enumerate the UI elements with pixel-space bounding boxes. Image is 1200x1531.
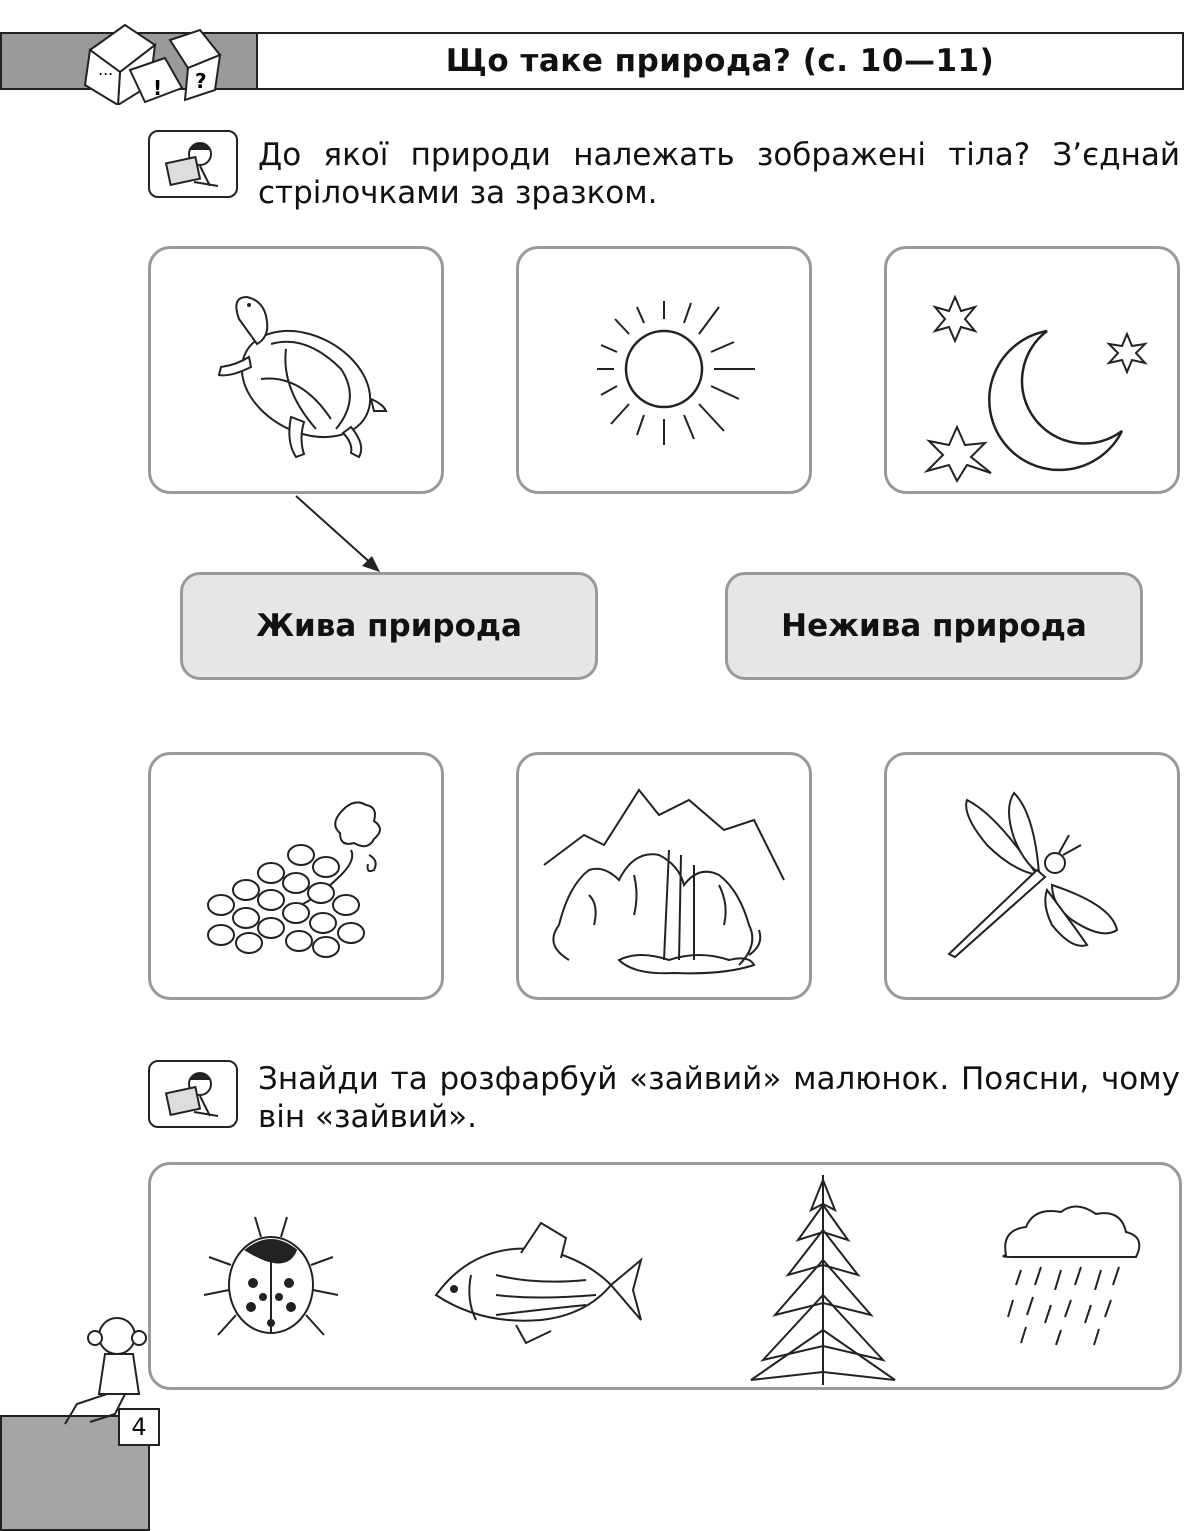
card-sun[interactable] <box>516 246 812 494</box>
task-2-icon <box>148 1060 238 1128</box>
grapes-icon <box>151 755 441 997</box>
moon-stars-icon <box>887 249 1177 491</box>
fish-icon[interactable] <box>426 1215 646 1345</box>
boy-reading-icon <box>150 1062 236 1126</box>
page-title: Що таке природа? (с. 10—11) <box>445 43 995 79</box>
fir-tree-icon[interactable] <box>731 1170 911 1388</box>
dragonfly-icon <box>887 755 1177 997</box>
header-title-box <box>258 32 1184 90</box>
page-number: 4 <box>118 1408 160 1446</box>
boy-reading-icon <box>150 132 236 196</box>
odd-one-out-card <box>148 1162 1182 1390</box>
dice-question: ? <box>195 69 207 93</box>
sun-icon <box>519 249 809 491</box>
task-1-icon <box>148 130 238 198</box>
mountains-waterfall-icon <box>519 755 809 997</box>
card-grapes[interactable] <box>148 752 444 1000</box>
turtle-icon <box>151 249 441 491</box>
dice-dots: ... <box>98 60 114 79</box>
nonliving-nature-label[interactable]: Нежива природа <box>725 572 1143 680</box>
task-1-text: До якої природи належать зображені тіла? З’єднай стрілочками за зразком. <box>258 137 1180 211</box>
dice-exclaim: ! <box>153 76 163 100</box>
card-turtle[interactable] <box>148 246 444 494</box>
rain-cloud-icon[interactable] <box>991 1205 1151 1355</box>
example-arrow <box>290 492 390 574</box>
ladybug-icon[interactable] <box>191 1205 341 1355</box>
card-mountains[interactable] <box>516 752 812 1000</box>
task-2-text: Знайди та розфарбуй «зайвий» малюнок. Поясни, чому він «зайвий». <box>258 1061 1180 1135</box>
card-dragonfly[interactable] <box>884 752 1180 1000</box>
card-moon[interactable] <box>884 246 1180 494</box>
living-nature-label[interactable]: Жива природа <box>180 572 598 680</box>
dice-icon <box>70 10 240 105</box>
